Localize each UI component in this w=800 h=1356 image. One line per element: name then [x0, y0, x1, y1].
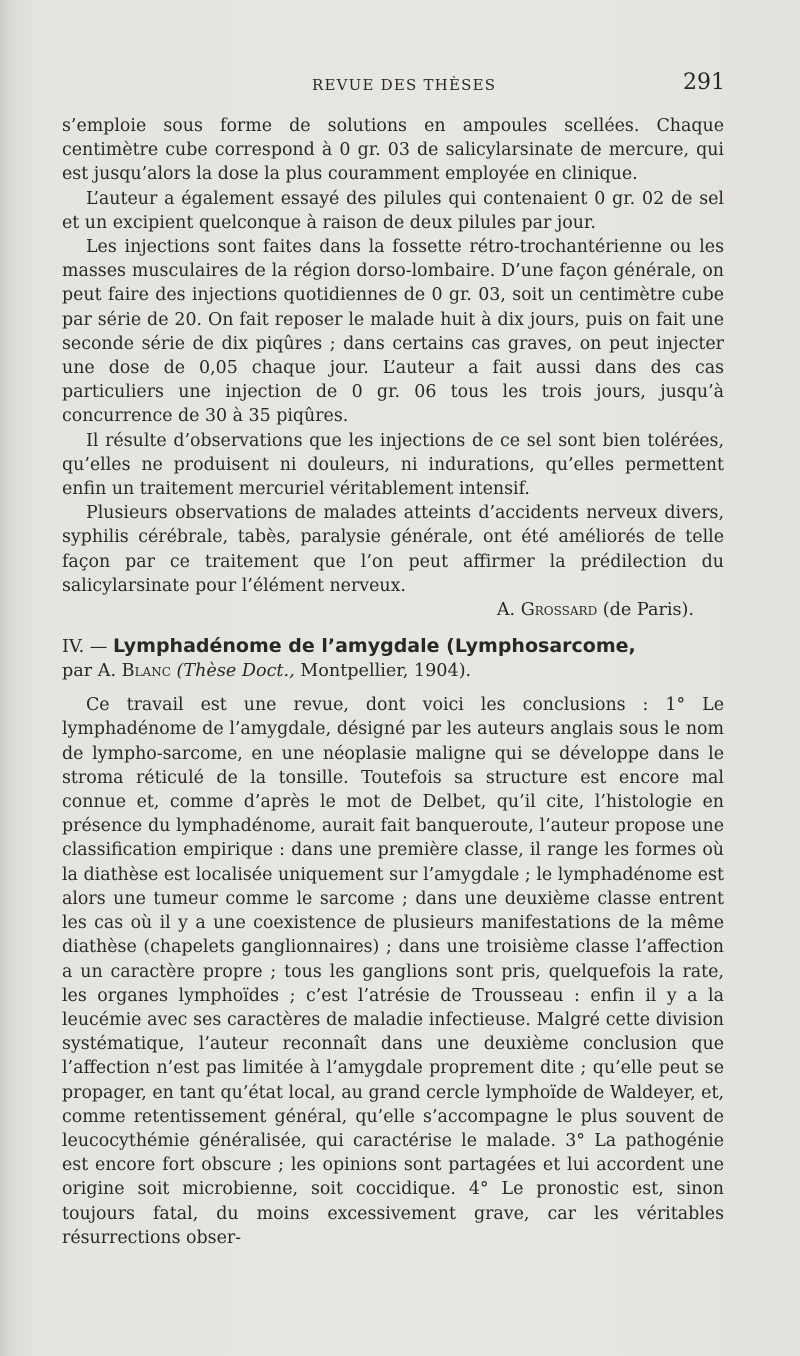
running-title: REVUE DES THÈSES	[312, 76, 497, 94]
paragraph: Il résulte d’observations que les injections de ce sel sont bien tolérées, qu’elles ne produisent ni douleurs, ni indurations, qu’elles permettent enfin un traitement mercuriel véritablement intensif.	[62, 430, 724, 500]
signature	[62, 598, 724, 622]
paragraph: Plusieurs observations de malades atteints d’accidents nerveux divers, syphilis cérébrale, tabès, paralysie générale, ont été améliorés de telle façon par ce traitement que l’on peut affirmer la prédilection du salicylarsinate pour l’élément nerveux.	[62, 503, 724, 596]
paragraph: Les injections sont faites dans la fossette rétro-trochantérienne ou les masses musculaires de la région dorso-lombaire. D’une façon générale, on peut faire des injections quotidiennes de 0 gr. 03, soit un centimètre cube par série de 20. On fait reposer le malade huit à dix jours, puis on fait une seconde série de dix piqûres ; dans certains cas graves, on peut injecter une dose de 0,05 chaque jour. L’auteur a fait aussi dans des cas particuliers une injection de 0 gr. 06 tous les trois jours, jusqu’à concurrence de 30 à 35 piqûres.	[62, 237, 724, 427]
page-number: 291	[683, 70, 725, 95]
signature-name: Grossard	[520, 600, 598, 621]
byline-prefix: par A.	[62, 661, 117, 682]
paragraph: L’auteur a également essayé des pilules qui contenaient 0 gr. 02 de sel et un excipient quelconque à raison de deux pilules par jour.	[62, 188, 724, 233]
body-text	[62, 114, 724, 1250]
section-title: Lymphadénome de l’amygdale (Lymphosarcome,	[112, 635, 636, 658]
byline-author: Blanc	[121, 661, 171, 682]
signature-place: (de Paris).	[602, 600, 694, 621]
signature-initial: A.	[496, 600, 516, 621]
section-heading	[62, 634, 724, 683]
byline-thesis: (Thèse Doct.,	[176, 661, 295, 682]
section-byline	[62, 659, 724, 683]
paragraph: Ce travail est une revue, dont voici les conclusions : 1° Le lymphadénome de l’amygdale, désigné par les auteurs anglais sous le nom de lympho-sarcome, en une néoplasie maligne qui se développe dans le stroma réticulé de la tonsille. Toutefois sa structure est encore mal connue et, comme d’après le mot de Delbet, qu’il cite, l’histologie en présence du lymphadénome, aurait fait banqueroute, l’auteur propose une classification empirique : dans une première classe, il range les formes où la diathèse est localisée uniquement sur l’amygdale ; le lymphadénome est alors une tumeur comme le sarcome ; dans une deuxième classe entrent les cas où il y a une coexistence de plusieurs manifestations de la même diathèse (chapelets ganglionnaires) ; dans une troisième classe l’affection a un caractère propre ; tous les ganglions sont pris, quelquefois la rate, les organes lymphoïdes ; c’est l’atrésie de Trousseau : enfin il y a la leucémie avec ses caractères de maladie infectieuse. Malgré cette division systématique, l’auteur reconnaît dans une deuxième conclusion que l’affection n’est pas limitée à l’amygdale proprement dite ; qu’elle peut se propager, en tant qu’état local, au grand cercle lymphoïde de Waldeyer, et, comme retentissement général, qu’elle s’accompagne le plus souvent de leucocythémie généralisée, qui caractérise le malade. 3° La pathogénie est encore fort obscure ; les opinions sont partagées et lui accordent une origine soit microbienne, soit coccidique. 4° Le pronostic est, sinon toujours fatal, du moins excessivement grave, car les véritables résurrections obser-	[62, 695, 724, 1248]
section-number: IV. —	[62, 637, 108, 658]
byline-place-year: Montpellier, 1904).	[300, 661, 472, 682]
paragraph: s’emploie sous forme de solutions en ampoules scellées. Chaque centimètre cube correspond à 0 gr. 03 de salicylarsinate de mercure, qui est jusqu’alors la dose la plus couramment employée en clinique.	[62, 116, 724, 185]
page-header	[60, 72, 725, 102]
